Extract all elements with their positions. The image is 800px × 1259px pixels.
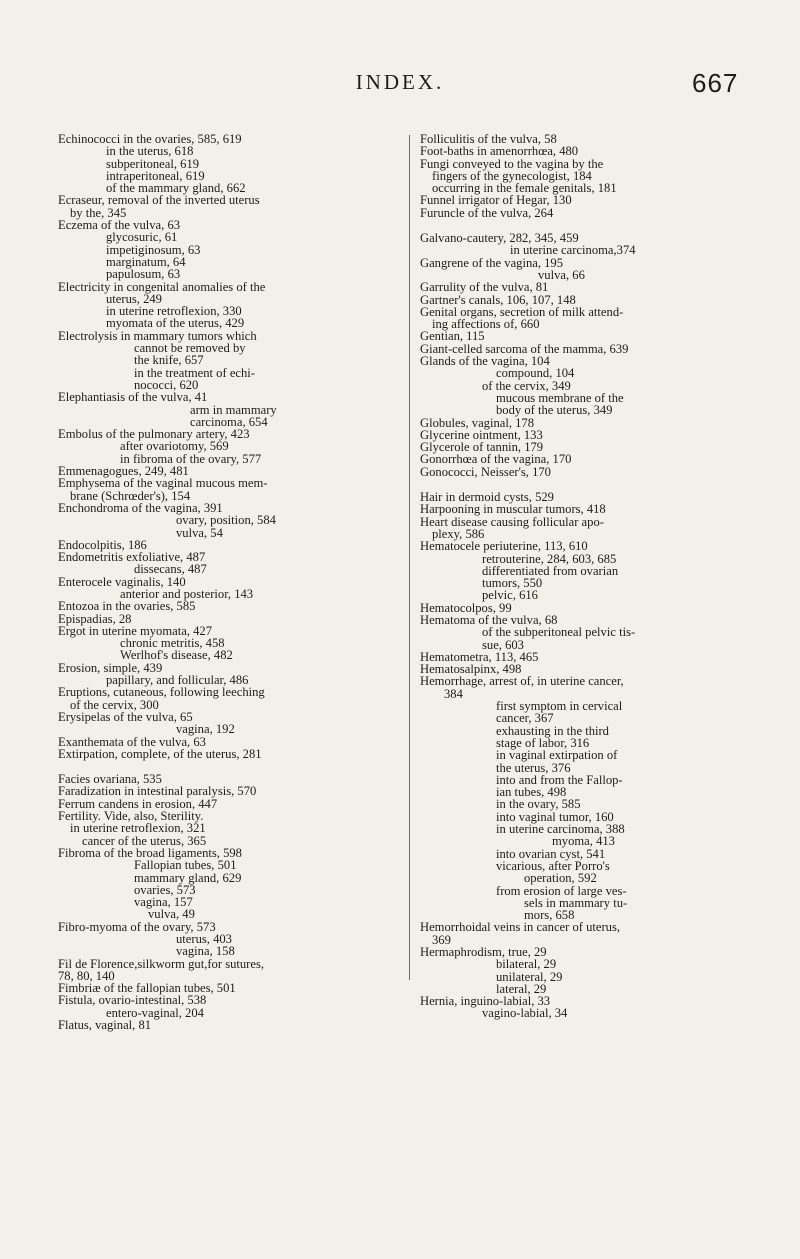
index-subentry: compound, 104	[496, 366, 575, 381]
index-entry: Gartner's canals, 106, 107, 148	[420, 292, 576, 307]
index-subentry: glycosuric, 61	[106, 230, 178, 245]
index-entry: Eruptions, cutaneous, following leeching	[58, 685, 265, 700]
index-entry: Fimbriæ of the fallopian tubes, 501	[58, 981, 236, 996]
index-subentry: cancer of the uterus, 365	[82, 833, 207, 848]
index-entry: Emmenagogues, 249, 481	[58, 464, 189, 479]
index-subentry: marginatum, 64	[106, 254, 186, 269]
index-entry: Electrolysis in mammary tumors which	[58, 328, 257, 343]
running-head-title: INDEX.	[355, 70, 445, 94]
index-subentry: uterus, 249	[106, 291, 162, 306]
index-subentry: after ovariotomy, 569	[120, 439, 229, 454]
index-subentry: anterior and posterior, 143	[120, 586, 254, 601]
index-subentry: vagina, 158	[176, 944, 235, 959]
index-entry: Hermaphrodism, true, 29	[420, 945, 547, 959]
index-entry: Endocolpitis, 186	[58, 537, 147, 552]
index-entry: Gonorrhœa of the vagina, 170	[420, 452, 572, 467]
index-subentry: retrouterine, 284, 603, 685	[482, 551, 617, 566]
index-entry: Hematocele periuterine, 113, 610	[420, 539, 588, 554]
index-entry: Hematoma of the vulva, 68	[420, 612, 558, 627]
index-subentry: Fallopian tubes, 501	[134, 858, 237, 873]
index-entry: Entozoa in the ovaries, 585	[58, 599, 196, 614]
index-subentry: papulosum, 63	[106, 267, 181, 282]
index-entry: Erysipelas of the vulva, 65	[58, 709, 193, 724]
index-subentry: bilateral, 29	[496, 957, 557, 972]
index-entry: Hernia, inguino-labial, 33	[420, 994, 551, 1009]
index-subentry: vagina, 192	[176, 722, 235, 737]
index-entry: Gentian, 115	[420, 329, 485, 344]
index-entry: Fibro-myoma of the ovary, 573	[58, 919, 216, 934]
index-subentry: first symptom in cervical	[496, 699, 623, 714]
column-divider	[409, 135, 410, 980]
index-entry: Endometritis exfoliative, 487	[58, 550, 206, 565]
index-subentry: of the cervix, 300	[70, 697, 159, 712]
index-subentry: in uterine retroflexion, 321	[70, 821, 206, 836]
index-subentry: differentiated from ovarian	[482, 563, 619, 578]
index-subentry: chronic metritis, 458	[120, 636, 225, 651]
index-entry: Funnel irrigator of Hegar, 130	[420, 193, 572, 208]
index-entry: Ergot in uterine myomata, 427	[58, 623, 213, 638]
page-number: 667	[692, 68, 739, 98]
index-subentry: carcinoma, 654	[190, 414, 268, 429]
index-entry: Electricity in congenital anomalies of the	[58, 279, 266, 294]
index-subentry: vulva, 54	[176, 525, 223, 540]
index-entry: Hemorrhage, arrest of, in uterine cancer,	[420, 674, 624, 689]
index-subentry: into vaginal tumor, 160	[496, 809, 614, 824]
index-entry: Extirpation, complete, of the uterus, 281	[58, 746, 262, 761]
index-subentry: stage of labor, 316	[496, 735, 590, 750]
index-entry: Glycerine ointment, 133	[420, 427, 543, 442]
index-subentry: in uterine carcinoma,374	[510, 243, 636, 258]
index-subentry: intraperitoneal, 619	[106, 168, 205, 183]
index-subentry: dissecans, 487	[134, 562, 207, 577]
index-subentry: uterus, 403	[176, 932, 232, 946]
index-subentry: vagino-labial, 34	[482, 1006, 568, 1021]
index-subentry: occurring in the female genitals, 181	[432, 181, 617, 196]
index-subentry: plexy, 586	[432, 526, 485, 541]
index-subentry: of the subperitoneal pelvic tis-	[482, 625, 636, 640]
index-subentry: mucous membrane of the	[496, 390, 624, 405]
index-subentry: in fibroma of the ovary, 577	[120, 451, 262, 466]
index-subentry: nococci, 620	[134, 377, 199, 392]
index-entry: Gonococci, Neisser's, 170	[420, 464, 551, 479]
index-subentry: the uterus, 376	[496, 760, 571, 775]
index-entry: Garrulity of the vulva, 81	[420, 280, 549, 295]
index-entry: Hemorrhoidal veins in cancer of uterus,	[420, 920, 621, 935]
index-entry: Gangrene of the vagina, 195	[420, 255, 564, 270]
index-entry: Galvano-cautery, 282, 345, 459	[420, 231, 579, 246]
index-entry: Furuncle of the vulva, 264	[420, 205, 554, 220]
index-subentry: into ovarian cyst, 541	[496, 846, 606, 861]
index-entry: Glands of the vagina, 104	[420, 354, 550, 369]
index-entry: Embolus of the pulmonary artery, 423	[58, 427, 250, 442]
index-entry: Harpooning in muscular tumors, 418	[420, 502, 606, 517]
index-entry: Enterocele vaginalis, 140	[58, 574, 186, 589]
index-subentry: arm in mammary	[190, 402, 277, 417]
index-subentry: in the uterus, 618	[106, 144, 194, 159]
index-subentry: in the treatment of echi-	[134, 365, 255, 380]
index-subentry: myoma, 413	[552, 834, 615, 849]
index-entry: Epispadias, 28	[58, 611, 132, 626]
index-entry: Echinococci in the ovaries, 585, 619	[58, 132, 242, 146]
page-header	[0, 0, 800, 110]
index-subentry: sels in mammary tu-	[524, 895, 628, 910]
index-entry: Folliculitis of the vulva, 58	[420, 132, 557, 146]
index-subentry: ovary, position, 584	[176, 513, 276, 528]
index-subentry: mammary gland, 629	[134, 870, 242, 885]
index-entry: Ecraseur, removal of the inverted uterus	[58, 193, 260, 208]
index-subentry: in the ovary, 585	[496, 797, 581, 812]
index-subentry: vagina, 157	[134, 895, 193, 910]
index-entry: Hair in dermoid cysts, 529	[420, 490, 554, 505]
index-subentry: ian tubes, 498	[496, 785, 567, 800]
index-entry: Elephantiasis of the vulva, 41	[58, 390, 208, 405]
index-entry: Flatus, vaginal, 81	[58, 1018, 152, 1033]
index-entry: Exanthemata of the vulva, 63	[58, 734, 206, 749]
index-entry: Facies ovariana, 535	[58, 772, 162, 787]
index-subentry: cannot be removed by	[134, 341, 246, 356]
index-subentry: of the mammary gland, 662	[106, 181, 246, 196]
index-subentry: brane (Schrœder's), 154	[70, 488, 191, 503]
index-subentry: pelvic, 616	[482, 588, 538, 603]
index-entry: Fistula, ovario-intestinal, 538	[58, 993, 207, 1008]
index-entry: Emphysema of the vaginal mucous mem-	[58, 476, 268, 491]
index-entry: Erosion, simple, 439	[58, 660, 163, 675]
index-entry: Fil de Florence,silkworm gut,for sutures,	[58, 956, 265, 971]
index-subentry: ovaries, 573	[134, 882, 196, 897]
index-entry: 78, 80, 140	[58, 968, 115, 983]
index-entry: Faradization in intestinal paralysis, 570	[58, 784, 257, 799]
index-subentry: of the cervix, 349	[482, 378, 571, 393]
index-entry: Foot-baths in amenorrhœa, 480	[420, 144, 579, 159]
index-subentry: sue, 603	[482, 637, 524, 652]
index-entry: Globules, vaginal, 178	[420, 415, 535, 430]
index-subentry: vulva, 49	[148, 907, 195, 922]
index-subentry: 369	[432, 932, 451, 947]
index-subentry: exhausting in the third	[496, 723, 609, 738]
index-subentry: vulva, 66	[538, 267, 585, 282]
index-entry: Fibroma of the broad ligaments, 598	[58, 845, 242, 860]
index-entry: Glycerole of tannin, 179	[420, 440, 544, 455]
index-entry: Fertility. Vide, also, Sterility.	[58, 809, 204, 824]
index-subentry: entero-vaginal, 204	[106, 1005, 204, 1020]
index-column-left	[58, 133, 388, 1031]
index-entry: Genital organs, secretion of milk attend-	[420, 304, 624, 319]
index-subentry: unilateral, 29	[496, 969, 563, 984]
index-subentry: lateral, 29	[496, 981, 547, 996]
index-entry: Fungi conveyed to the vagina by the	[420, 156, 604, 171]
index-subentry: in uterine carcinoma, 388	[496, 822, 625, 837]
index-subentry: vicarious, after Porro's	[496, 858, 610, 873]
index-subentry: in vaginal extirpation of	[496, 748, 618, 763]
index-subentry: subperitoneal, 619	[106, 156, 200, 171]
index-subentry: papillary, and follicular, 486	[106, 673, 249, 688]
index-subentry: myomata of the uterus, 429	[106, 316, 245, 331]
index-entry: Hematocolpos, 99	[420, 600, 512, 615]
index-subentry: by the, 345	[70, 205, 127, 220]
index-subentry: the knife, 657	[134, 353, 204, 368]
index-entry: Enchondroma of the vagina, 391	[58, 500, 223, 515]
index-column-right	[420, 133, 742, 1020]
index-subentry: from erosion of large ves-	[496, 883, 627, 898]
index-subentry: tumors, 550	[482, 576, 543, 591]
index-entry: Giant-celled sarcoma of the mamma, 639	[420, 341, 629, 356]
index-subentry: mors, 658	[524, 908, 575, 923]
index-subentry: Werlhof's disease, 482	[120, 648, 233, 663]
index-entry: Heart disease causing follicular apo-	[420, 514, 604, 529]
index-subentry: fingers of the gynecologist, 184	[432, 168, 592, 183]
index-subentry: body of the uterus, 349	[496, 403, 613, 418]
index-entry: Ferrum candens in erosion, 447	[58, 796, 218, 811]
index-entry: Hematosalpinx, 498	[420, 662, 522, 677]
index-entry: Eczema of the vulva, 63	[58, 218, 181, 233]
index-subentry: 384	[444, 686, 463, 701]
index-subentry: cancer, 367	[496, 711, 554, 726]
index-entry: Hematometra, 113, 465	[420, 649, 539, 664]
index-subentry: in uterine retroflexion, 330	[106, 304, 242, 319]
index-subentry: operation, 592	[524, 871, 597, 886]
index-subentry: into and from the Fallop-	[496, 772, 623, 787]
index-subentry: impetiginosum, 63	[106, 242, 201, 257]
index-subentry: ing affections of, 660	[432, 317, 540, 332]
